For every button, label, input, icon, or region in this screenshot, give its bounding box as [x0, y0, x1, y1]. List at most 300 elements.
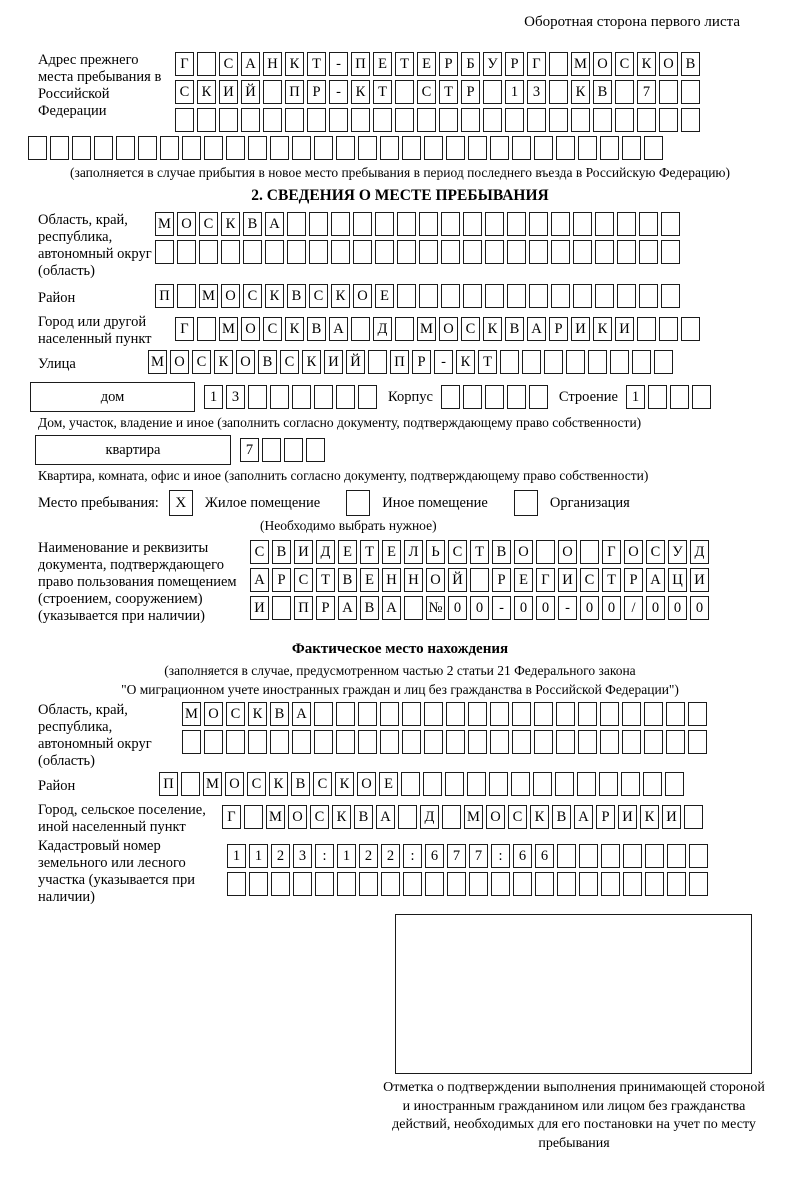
char-box	[551, 240, 570, 264]
char-box	[197, 52, 216, 76]
actual-location-hint-2: "О миграционном учете иностранных граждан и лиц без гражданства в Российской Федерации")	[121, 682, 679, 697]
char-box	[507, 284, 526, 308]
char-box	[353, 212, 372, 236]
char-box: А	[292, 702, 311, 726]
char-box: А	[338, 596, 357, 620]
char-box: 6	[535, 844, 554, 868]
char-box	[599, 772, 618, 796]
actual-location-hint-1: (заполняется в случае, предусмотренном частью 2 статьи 21 Федерального закона	[164, 663, 636, 678]
char-box	[397, 284, 416, 308]
confirmation-stamp-box	[395, 914, 752, 1074]
char-box: О	[439, 317, 458, 341]
char-box	[417, 108, 436, 132]
char-box: И	[571, 317, 590, 341]
char-box: М	[417, 317, 436, 341]
char-box	[617, 212, 636, 236]
char-box	[424, 136, 443, 160]
char-box: С	[309, 284, 328, 308]
char-box	[579, 844, 598, 868]
char-box	[527, 108, 546, 132]
char-box	[681, 108, 700, 132]
char-box: П	[285, 80, 304, 104]
char-box: Е	[417, 52, 436, 76]
char-box	[336, 136, 355, 160]
char-box	[380, 136, 399, 160]
char-box	[248, 136, 267, 160]
char-box: О	[514, 540, 533, 564]
char-box	[287, 212, 306, 236]
char-box: К	[285, 317, 304, 341]
street-label: Улица	[38, 355, 76, 372]
stroenie-boxes	[626, 385, 714, 409]
char-box: В	[287, 284, 306, 308]
char-box	[535, 872, 554, 896]
char-box: С	[580, 568, 599, 592]
city-block	[28, 314, 772, 348]
char-box	[670, 385, 689, 409]
char-box: К	[640, 805, 659, 829]
char-box	[645, 844, 664, 868]
char-box: 0	[668, 596, 687, 620]
char-box	[447, 872, 466, 896]
char-box: О	[486, 805, 505, 829]
actual-region-line-1	[182, 702, 710, 726]
char-box: М	[464, 805, 483, 829]
char-box: К	[456, 350, 475, 374]
char-box: К	[351, 80, 370, 104]
char-box	[632, 350, 651, 374]
char-box	[556, 136, 575, 160]
char-box	[470, 568, 489, 592]
char-box	[577, 772, 596, 796]
char-box	[50, 136, 69, 160]
char-box: В	[354, 805, 373, 829]
char-box	[681, 317, 700, 341]
char-box	[439, 108, 458, 132]
char-box	[155, 240, 174, 264]
char-box: В	[243, 212, 262, 236]
document-line-1	[250, 540, 712, 564]
char-box	[491, 872, 510, 896]
actual-region-block	[28, 702, 772, 770]
char-box	[381, 872, 400, 896]
char-box: И	[615, 317, 634, 341]
char-box	[419, 284, 438, 308]
char-box	[593, 108, 612, 132]
char-box	[505, 108, 524, 132]
char-box	[507, 385, 526, 409]
char-box	[248, 385, 267, 409]
char-box: 7	[469, 844, 488, 868]
char-box: Р	[412, 350, 431, 374]
char-box: С	[219, 52, 238, 76]
char-box	[292, 730, 311, 754]
char-box	[622, 136, 641, 160]
char-box: Н	[382, 568, 401, 592]
char-box: И	[324, 350, 343, 374]
char-box	[397, 240, 416, 264]
prev-address-rows	[175, 52, 703, 136]
char-box: И	[558, 568, 577, 592]
char-box	[337, 872, 356, 896]
char-box	[644, 730, 663, 754]
char-box	[556, 730, 575, 754]
char-box	[692, 385, 711, 409]
char-box: 0	[646, 596, 665, 620]
char-box	[549, 80, 568, 104]
char-box	[661, 212, 680, 236]
char-box: М	[148, 350, 167, 374]
char-box	[507, 240, 526, 264]
char-box	[644, 136, 663, 160]
char-box: С	[508, 805, 527, 829]
char-box	[463, 212, 482, 236]
char-box	[244, 805, 263, 829]
char-box	[512, 730, 531, 754]
char-box: Р	[461, 80, 480, 104]
char-box	[666, 702, 685, 726]
char-box: С	[263, 317, 282, 341]
char-box	[219, 108, 238, 132]
char-box: В	[593, 80, 612, 104]
char-box	[617, 240, 636, 264]
char-box: О	[221, 284, 240, 308]
char-box: О	[177, 212, 196, 236]
stroenie-label: Строение	[558, 388, 618, 405]
char-box	[468, 730, 487, 754]
char-box: О	[624, 540, 643, 564]
char-box: Г	[222, 805, 241, 829]
char-box	[533, 772, 552, 796]
char-box	[309, 212, 328, 236]
district-label: Район	[38, 289, 76, 306]
char-box: С	[247, 772, 266, 796]
char-box	[490, 702, 509, 726]
char-box	[182, 136, 201, 160]
char-box: О	[288, 805, 307, 829]
char-box: С	[175, 80, 194, 104]
char-box	[468, 702, 487, 726]
char-box	[331, 212, 350, 236]
actual-region-label: Область, край, республика, автономный округ (область)	[38, 702, 152, 769]
char-box	[336, 730, 355, 754]
prev-address-label: Адрес прежнего места пребывания в Российской Федерации	[38, 52, 162, 119]
char-box: Т	[478, 350, 497, 374]
char-box	[595, 284, 614, 308]
district-block	[28, 284, 772, 312]
char-box	[600, 730, 619, 754]
page-side-note: Оборотная сторона первого листа	[524, 14, 740, 30]
char-box: С	[615, 52, 634, 76]
char-box: 1	[626, 385, 645, 409]
char-box	[314, 730, 333, 754]
char-box	[637, 108, 656, 132]
char-box	[617, 284, 636, 308]
char-box	[469, 872, 488, 896]
char-box: Й	[241, 80, 260, 104]
char-box	[489, 772, 508, 796]
char-box: В	[338, 568, 357, 592]
char-box	[557, 844, 576, 868]
char-box: А	[241, 52, 260, 76]
char-box	[138, 136, 157, 160]
house-hint: Дом, участок, владение и иное (заполнить согласно документу, подтверждающему право собственности)	[38, 415, 642, 430]
char-box	[380, 702, 399, 726]
char-box	[197, 108, 216, 132]
char-box	[661, 284, 680, 308]
prev-address-hint: (заполняется в случае прибытия в новое место пребывания в период последнего въезда в Российскую Федерацию)	[69, 165, 731, 180]
char-box: Ц	[668, 568, 687, 592]
region-rows	[155, 212, 683, 268]
char-box	[263, 108, 282, 132]
char-box	[351, 317, 370, 341]
char-box: С	[448, 540, 467, 564]
prev-address-block	[28, 52, 772, 136]
char-box	[401, 772, 420, 796]
char-box: 6	[513, 844, 532, 868]
district-line	[155, 284, 683, 308]
char-box: С	[226, 702, 245, 726]
char-box: Т	[373, 80, 392, 104]
char-box: В	[272, 540, 291, 564]
prev-address-line-3	[175, 108, 703, 132]
char-box	[555, 772, 574, 796]
char-box: В	[307, 317, 326, 341]
char-box	[637, 317, 656, 341]
char-box	[573, 212, 592, 236]
char-box	[536, 540, 555, 564]
char-box	[659, 108, 678, 132]
char-box	[648, 385, 667, 409]
char-box	[556, 702, 575, 726]
char-box: С	[192, 350, 211, 374]
char-box	[578, 730, 597, 754]
char-box: Р	[307, 80, 326, 104]
cadastral-rows	[227, 844, 711, 900]
char-box	[287, 240, 306, 264]
apartment-type-box: квартира	[35, 435, 231, 465]
document-line-3	[250, 596, 712, 620]
char-box: 3	[527, 80, 546, 104]
char-box	[441, 284, 460, 308]
char-box	[395, 108, 414, 132]
char-box: А	[527, 317, 546, 341]
char-box	[544, 350, 563, 374]
char-box	[579, 872, 598, 896]
char-box: 0	[514, 596, 533, 620]
char-box	[643, 772, 662, 796]
char-box: Е	[338, 540, 357, 564]
char-box: Е	[382, 540, 401, 564]
char-box	[424, 702, 443, 726]
actual-location-title: Фактическое место нахождения	[291, 641, 509, 657]
option-label-residential: Жилое помещение	[204, 494, 321, 511]
char-box	[402, 702, 421, 726]
char-box: И	[690, 568, 709, 592]
char-box: О	[426, 568, 445, 592]
char-box: И	[294, 540, 313, 564]
char-box	[654, 350, 673, 374]
char-box	[659, 317, 678, 341]
char-box	[461, 108, 480, 132]
char-box	[446, 730, 465, 754]
char-box	[578, 136, 597, 160]
char-box	[292, 385, 311, 409]
char-box	[522, 350, 541, 374]
char-box: И	[219, 80, 238, 104]
char-box	[684, 805, 703, 829]
char-box: М	[155, 212, 174, 236]
char-box	[293, 872, 312, 896]
char-box	[595, 212, 614, 236]
prev-address-line-1	[175, 52, 703, 76]
char-box: В	[360, 596, 379, 620]
region-block	[28, 212, 772, 280]
char-box	[331, 240, 350, 264]
checkbox-residential: X	[169, 490, 193, 516]
char-box	[446, 136, 465, 160]
char-box	[271, 872, 290, 896]
char-box: Т	[360, 540, 379, 564]
char-box: П	[155, 284, 174, 308]
char-box: А	[329, 317, 348, 341]
char-box: :	[491, 844, 510, 868]
char-box	[463, 385, 482, 409]
char-box: 1	[505, 80, 524, 104]
char-box: К	[197, 80, 216, 104]
char-box	[623, 872, 642, 896]
char-box	[601, 872, 620, 896]
char-box	[639, 240, 658, 264]
char-box: Т	[307, 52, 326, 76]
char-box	[227, 872, 246, 896]
cadastral-label: Кадастровый номер земельного или лесного участка (указывается при наличии)	[38, 838, 195, 905]
char-box: С	[250, 540, 269, 564]
char-box	[513, 872, 532, 896]
char-box	[359, 872, 378, 896]
char-box: М	[182, 702, 201, 726]
char-box: С	[417, 80, 436, 104]
apartment-row	[28, 435, 772, 465]
char-box	[688, 730, 707, 754]
char-box	[28, 136, 47, 160]
char-box	[425, 872, 444, 896]
char-box: Г	[527, 52, 546, 76]
char-box: О	[353, 284, 372, 308]
char-box: Р	[492, 568, 511, 592]
char-box: Г	[175, 52, 194, 76]
char-box: А	[265, 212, 284, 236]
char-box	[534, 702, 553, 726]
char-box: О	[236, 350, 255, 374]
char-box	[395, 80, 414, 104]
char-box	[490, 136, 509, 160]
char-box: 0	[536, 596, 555, 620]
char-box: 7	[447, 844, 466, 868]
char-box: К	[331, 284, 350, 308]
char-box: М	[203, 772, 222, 796]
char-box	[262, 438, 281, 462]
char-box: О	[593, 52, 612, 76]
char-box: М	[199, 284, 218, 308]
char-box	[94, 136, 113, 160]
document-line-2	[250, 568, 712, 592]
char-box	[468, 136, 487, 160]
char-box: О	[659, 52, 678, 76]
char-box	[595, 240, 614, 264]
actual-region-rows	[182, 702, 710, 758]
char-box	[402, 136, 421, 160]
house-type-box: дом	[30, 382, 195, 412]
char-box	[588, 350, 607, 374]
char-box	[639, 284, 658, 308]
char-box: У	[483, 52, 502, 76]
char-box: Н	[404, 568, 423, 592]
actual-city-line	[222, 805, 706, 829]
char-box	[644, 702, 663, 726]
char-box	[688, 702, 707, 726]
char-box: С	[461, 317, 480, 341]
char-box	[463, 284, 482, 308]
char-box	[375, 212, 394, 236]
char-box	[511, 772, 530, 796]
char-box: А	[250, 568, 269, 592]
char-box: К	[265, 284, 284, 308]
char-box	[578, 702, 597, 726]
char-box	[358, 385, 377, 409]
char-box	[485, 240, 504, 264]
char-box	[270, 385, 289, 409]
char-box: С	[280, 350, 299, 374]
char-box	[573, 240, 592, 264]
char-box	[500, 350, 519, 374]
char-box	[404, 596, 423, 620]
char-box	[621, 772, 640, 796]
char-box	[639, 212, 658, 236]
apartment-number-boxes	[240, 438, 328, 462]
char-box	[182, 730, 201, 754]
option-label-organization: Организация	[549, 494, 630, 511]
char-box: 2	[271, 844, 290, 868]
char-box	[314, 702, 333, 726]
stay-place-row	[28, 490, 772, 516]
char-box: 0	[602, 596, 621, 620]
char-box: Д	[420, 805, 439, 829]
char-box	[419, 240, 438, 264]
char-box: 2	[381, 844, 400, 868]
char-box	[623, 844, 642, 868]
char-box	[263, 80, 282, 104]
char-box	[315, 872, 334, 896]
char-box	[204, 136, 223, 160]
char-box	[441, 385, 460, 409]
house-row	[28, 382, 772, 412]
char-box: И	[618, 805, 637, 829]
char-box	[529, 240, 548, 264]
char-box	[285, 108, 304, 132]
char-box	[358, 730, 377, 754]
char-box	[483, 80, 502, 104]
char-box: С	[294, 568, 313, 592]
char-box: С	[646, 540, 665, 564]
cadastral-line-2	[227, 872, 711, 896]
char-box	[622, 702, 641, 726]
actual-city-block	[28, 802, 772, 836]
char-box: Р	[272, 568, 291, 592]
char-box	[667, 872, 686, 896]
actual-district-line	[159, 772, 687, 796]
apartment-hint: Квартира, комната, офис и иное (заполнить согласно документу, подтверждающему право собственности)	[38, 468, 649, 483]
